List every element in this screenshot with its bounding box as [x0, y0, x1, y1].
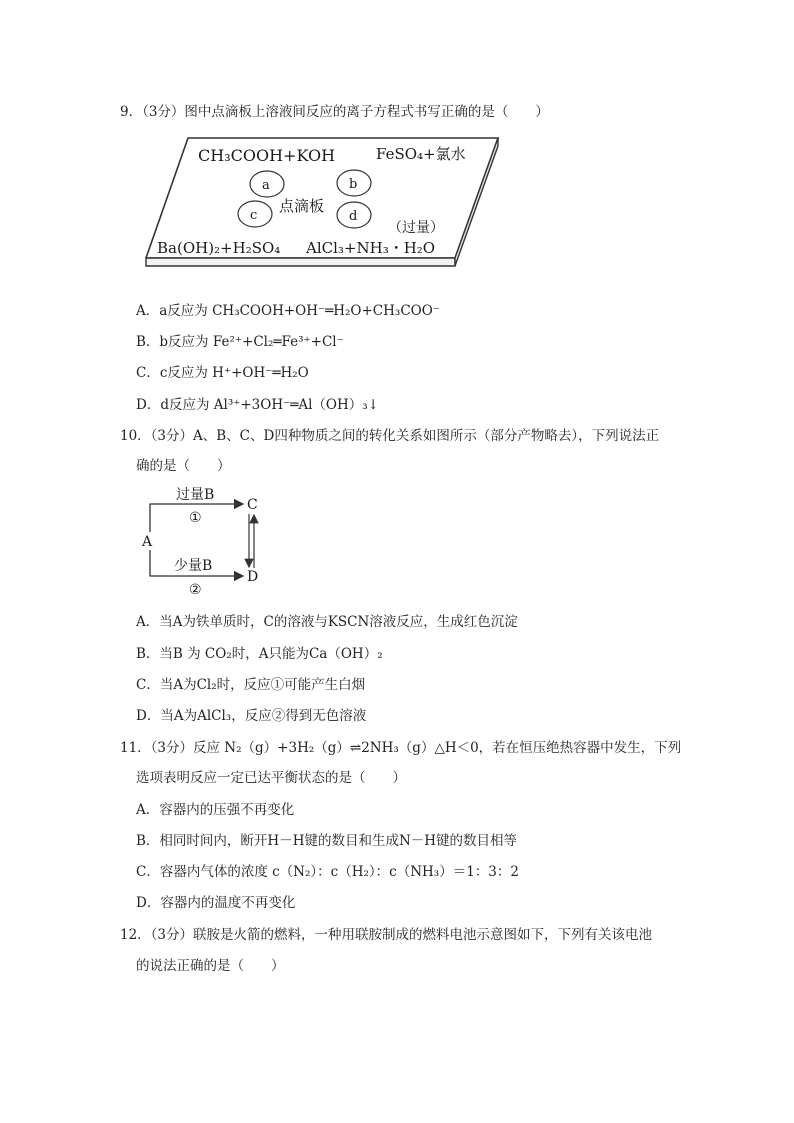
label-excess-b: 过量B: [176, 487, 215, 503]
label-reaction-2: ②: [189, 582, 202, 598]
plate-name-label: 点滴板: [279, 197, 325, 215]
q11-stem-line1: 11．（3分）反应 N₂（g）+3H₂（g）⇌2NH₃（g）△H＜0，若在恒压绝热容器中发生，下列: [120, 740, 682, 756]
label-excess: （过量）: [388, 220, 444, 236]
q10-conversion-diagram: [140, 484, 270, 598]
q11-option-d: D．容器内的温度不再变化: [136, 895, 296, 911]
q9-option-c: C．c反应为 H⁺+OH⁻═H₂O: [136, 365, 309, 381]
q12-stem-line2: 的说法正确的是（ ）: [136, 958, 285, 974]
q11-stem-line2: 选项表明反应一定已达平衡状态的是（ ）: [136, 770, 406, 786]
q10-option-d: D．当A为AlCl₃，反应②得到无色溶液: [136, 708, 367, 724]
q12-stem-line1: 12．（3分）联胺是火箭的燃料，一种用联胺制成的燃料电池示意图如下，下列有关该电池: [120, 927, 653, 943]
q9-option-d: D．d反应为 Al³⁺+3OH⁻═Al（OH）₃↓: [136, 397, 379, 413]
well-b-label: b: [349, 177, 358, 192]
q9-spot-plate-figure: [140, 134, 502, 272]
q9-stem: 9．（3分）图中点滴板上溶液间反应的离子方程式书写正确的是（ ）: [120, 104, 549, 120]
q10-option-b: B．当B 为 CO₂时，A只能为Ca（OH）₂: [136, 646, 383, 662]
q10-stem-line1: 10．（3分）A、B、C、D四种物质之间的转化关系如图所示（部分产物略去），下列说法正: [120, 428, 660, 444]
q10-option-c: C．当A为Cl₂时，反应①可能产生白烟: [136, 677, 366, 693]
label-top-right: FeSO₄+氯水: [376, 145, 466, 163]
node-d: D: [247, 569, 259, 585]
q11-option-b: B．相同时间内，断开H－H键的数目和生成N－H键的数目相等: [136, 833, 518, 849]
q10-stem-line2: 确的是（ ）: [136, 458, 231, 474]
label-little-b: 少量B: [174, 558, 213, 574]
q9-option-b: B．b反应为 Fe²⁺+Cl₂═Fe³⁺+Cl⁻: [136, 334, 344, 350]
q10-option-a: A．当A为铁单质时，C的溶液与KSCN溶液反应，生成红色沉淀: [136, 614, 518, 630]
q11-option-c: C．容器内气体的浓度 c（N₂）：c（H₂）：c（NH₃）＝1：3：2: [136, 864, 519, 880]
label-reaction-1: ①: [189, 510, 202, 526]
q9-option-a: A．a反应为 CH₃COOH+OH⁻═H₂O+CH₃COO⁻: [136, 303, 440, 319]
q11-option-a: A．容器内的压强不再变化: [136, 802, 295, 818]
node-a: A: [142, 534, 153, 550]
plate-front-edge: [146, 258, 455, 266]
well-a-label: a: [262, 178, 270, 193]
label-bottom-right: AlCl₃+NH₃・H₂O: [306, 239, 436, 257]
label-bottom-left: Ba(OH)₂+H₂SO₄: [157, 239, 281, 257]
node-c: C: [247, 497, 258, 513]
well-c-label: c: [250, 208, 258, 223]
label-top-left: CH₃COOH+KOH: [198, 146, 336, 165]
well-d-label: d: [349, 209, 358, 224]
